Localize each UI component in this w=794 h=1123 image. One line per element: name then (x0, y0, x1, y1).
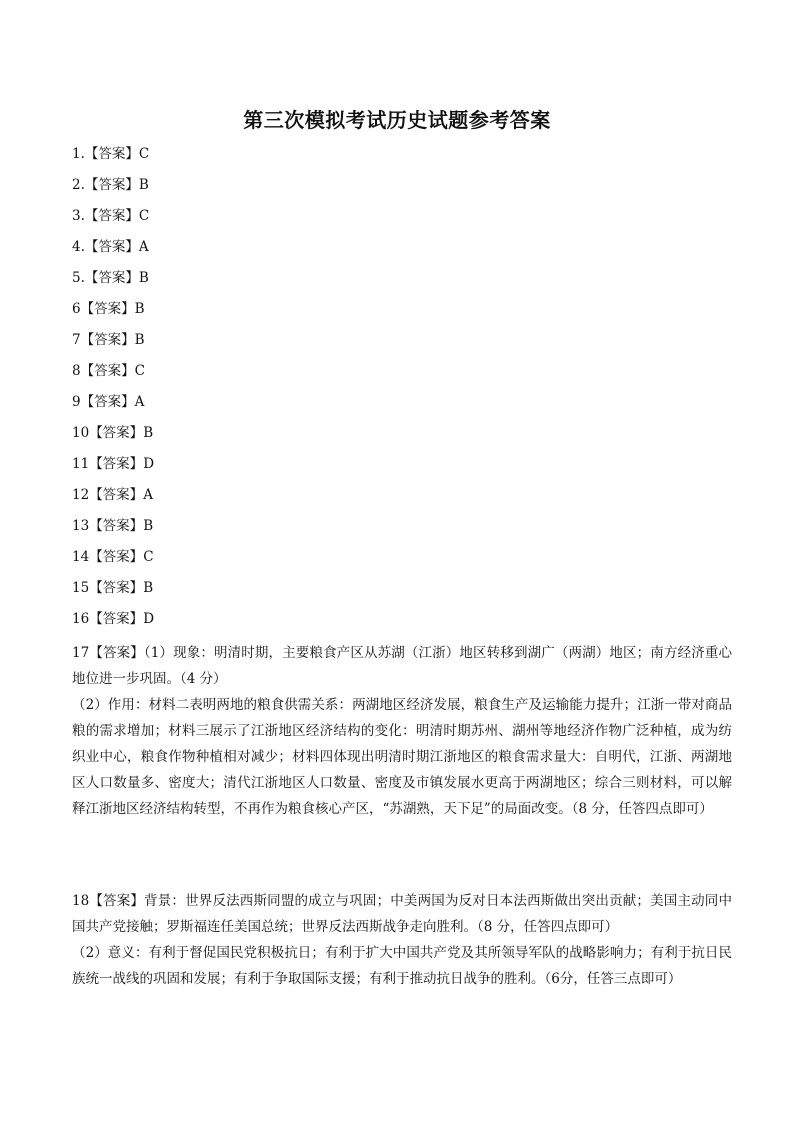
answer-label: 【答案】 (89, 580, 144, 596)
answer-item (72, 206, 732, 237)
answer-label: 【答案】 (89, 487, 144, 503)
answer-value: A (143, 487, 153, 503)
question-number: 10 (72, 425, 90, 441)
answer-value: B (143, 580, 154, 596)
answer-item (72, 609, 732, 640)
answer-label: 【答案】 (84, 239, 139, 255)
q17-part1: 17【答案】（1）现象：明清时期，主要粮食产区从苏湖（江浙）地区转移到湖广（两湖）地区；南方经济重心地位进一步巩固。（4 分） (72, 645, 732, 687)
answer-value: B (143, 425, 154, 441)
answer-value: C (134, 363, 145, 379)
answer-item (72, 485, 732, 516)
question-number: 4. (72, 239, 85, 255)
answer-value: A (138, 239, 149, 255)
answer-item (72, 516, 732, 547)
question-18-answer (72, 888, 732, 992)
answer-item (72, 361, 732, 392)
answer-label: 【答案】 (89, 611, 144, 627)
answer-item (72, 392, 732, 423)
answer-label: 【答案】 (80, 332, 135, 348)
q17-part2: （2）作用：材料二表明两地的粮食供需关系：两湖地区经济发展，粮食生产及运输能力提升；江浙一带对商品粮的需求增加；材料三展示了江浙地区经济结构的变化：明清时期苏州、湖州等地经济作物广泛种植，成为纺织业中心，粮食作物种植相对减少；材料四体现出明清时期江浙地区的粮食需求量大：自明代，江浙、两湖地区人口数量多、密度大；清代江浙地区人口数量、密度及市镇发展水更高于两湖地区；综合三则材料，可以解释江浙地区经济结构转型，不再作为粮食核心产区，“苏湖熟，天下足”的局面改变。（8 分，任答四点即可） (72, 697, 732, 817)
answer-value: D (143, 611, 155, 627)
answer-label: 【答案】 (84, 146, 139, 162)
answer-value: D (143, 456, 155, 472)
question-number: 14 (72, 549, 90, 565)
question-number: 15 (72, 580, 90, 596)
page-title: 第三次模拟考试历史试题参考答案 (243, 108, 551, 132)
answer-item (72, 547, 732, 578)
answer-label: 【答案】 (89, 518, 144, 534)
answer-label: 【答案】 (80, 394, 135, 410)
q18-part1: 18【答案】背景：世界反法西斯同盟的成立与巩固；中美两国为反对日本法西斯做出突出贡献；美国主动同中国共产党接触；罗斯福连任美国总统；世界反法西斯战争走向胜利。（8 分，任答四点即可） (72, 893, 732, 935)
answer-value: B (138, 270, 149, 286)
question-number: 5. (72, 270, 85, 286)
answer-label: 【答案】 (80, 363, 135, 379)
answer-label: 【答案】 (84, 270, 139, 286)
answer-label: 【答案】 (89, 425, 144, 441)
answer-item (72, 268, 732, 299)
question-number: 9 (72, 394, 81, 410)
question-number: 2. (72, 177, 85, 193)
answer-label: 【答案】 (84, 177, 139, 193)
answer-value: C (143, 549, 154, 565)
answer-value: C (138, 146, 150, 162)
question-number: 16 (72, 611, 90, 627)
answer-label: 【答案】 (89, 456, 144, 472)
question-17-answer (72, 640, 732, 822)
answer-label: 【答案】 (84, 208, 139, 224)
q18-part2: （2）意义：有利于督促国民党积极抗日；有利于扩大中国共产党及其所领导军队的战略影响力；有利于抗日民族统一战线的巩固和发展；有利于争取国际支援；有利于推动抗日战争的胜利。（6分，任答三点即可） (72, 945, 732, 987)
answer-value: B (143, 518, 154, 534)
question-number: 8 (72, 363, 81, 379)
answer-item (72, 144, 732, 175)
answer-label: 【答案】 (89, 549, 144, 565)
answer-item (72, 330, 732, 361)
answer-value: C (138, 208, 150, 224)
question-number: 7 (72, 332, 81, 348)
question-number: 1. (72, 146, 85, 162)
answer-item (72, 454, 732, 485)
answer-value: B (134, 301, 145, 317)
answer-item (72, 237, 732, 268)
question-number: 11 (72, 456, 90, 472)
answer-list (72, 144, 732, 640)
answer-label: 【答案】 (80, 301, 135, 317)
question-number: 3. (72, 208, 85, 224)
question-number: 12 (72, 487, 90, 503)
question-number: 13 (72, 518, 90, 534)
answer-item (72, 175, 732, 206)
answer-item (72, 578, 732, 609)
answer-item (72, 423, 732, 454)
answer-value: A (134, 394, 145, 410)
answer-item (72, 299, 732, 330)
answer-value: B (134, 332, 145, 348)
answer-value: B (138, 177, 149, 193)
question-number: 6 (72, 301, 81, 317)
